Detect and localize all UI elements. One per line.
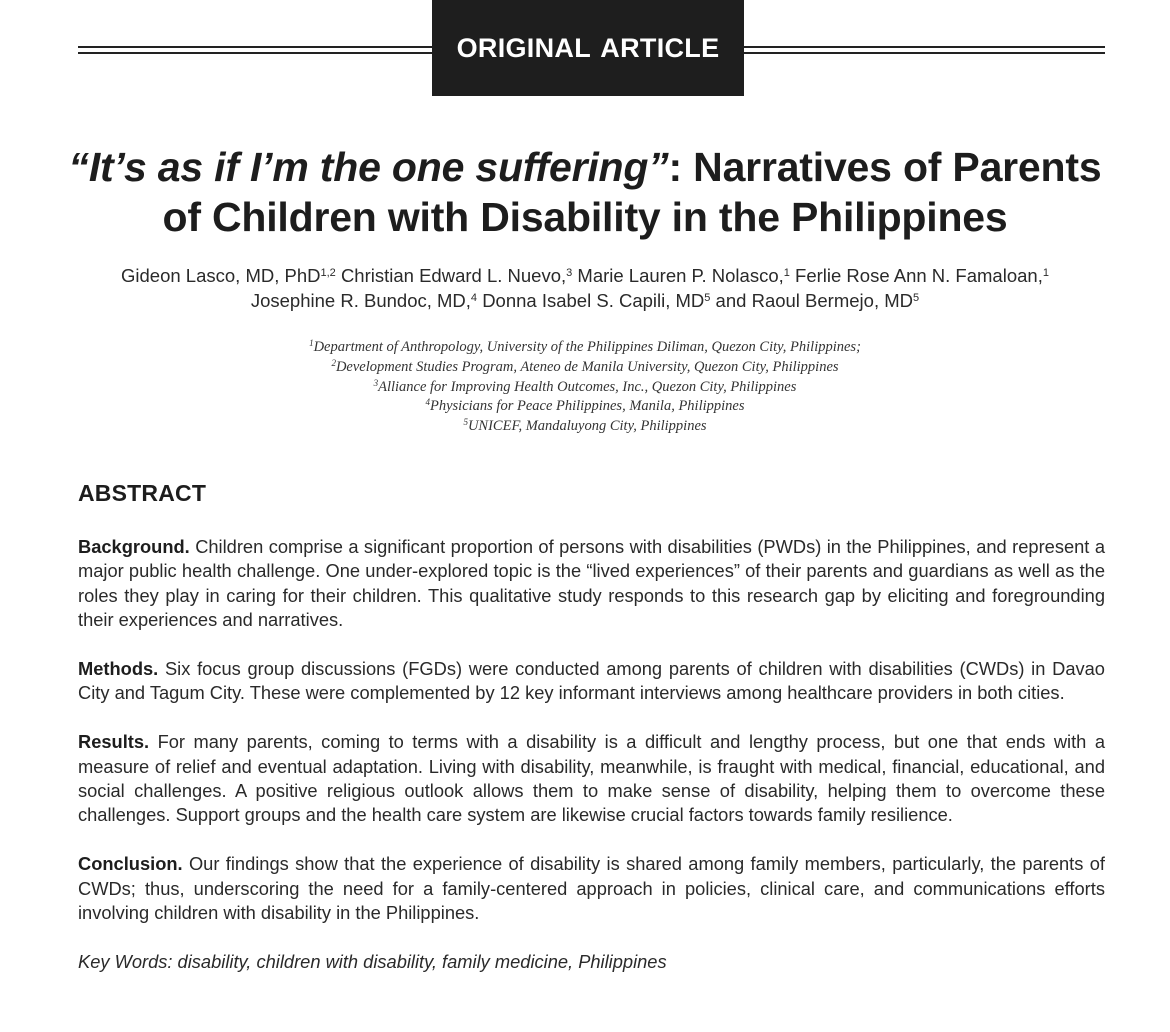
- author-name: Marie Lauren P. Nolasco,: [577, 265, 784, 286]
- author-name: Donna Isabel S. Capili, MD: [482, 290, 705, 311]
- author-name: Josephine R. Bundoc, MD,: [250, 290, 471, 311]
- section-text: For many parents, coming to terms with a disability is a difficult and lengthy process, but one that ends with a measure of relief and eventual adaptation. Living with disability, meanwhile, is fraught with medical, financial, educational, and social challenges. A positive religious outlook allows them to make sense of disability, helping them to overcome these challenges. Support groups and the health care system are likewise crucial factors towards family resilience.: [78, 731, 1105, 826]
- banner-rule-right: [744, 46, 1105, 55]
- author-name: Gideon Lasco, MD, PhD: [121, 265, 321, 286]
- author: [752, 290, 920, 311]
- keywords: Key Words: disability, children with disability, family medicine, Philippines: [78, 950, 667, 972]
- article-type-label: ORIGINAL ARTICLE: [432, 0, 744, 96]
- affiliation: [60, 358, 1110, 378]
- author: [577, 265, 789, 286]
- author-list: [60, 263, 1110, 313]
- affiliation-mark: 4: [425, 397, 430, 408]
- title-rest: : Narratives of Parents of Children with Disability in the Philippines: [162, 144, 1102, 240]
- author: [121, 265, 336, 286]
- affiliation: [60, 338, 1110, 358]
- affiliation-list: [60, 338, 1110, 437]
- affiliation-text: UNICEF, Mandaluyong City, Philippines: [467, 418, 707, 435]
- section-text: Six focus group discussions (FGDs) were conducted among parents of children with disabilities (CWDs) in Davao City and Tagum City. These were complemented by 12 key informant interviews among healthcare providers in both cities.: [78, 658, 1105, 704]
- affiliation: [60, 378, 1110, 398]
- affiliation: [60, 417, 1110, 437]
- author-affiliation-mark: 1: [783, 267, 790, 279]
- affiliation-text: Department of Anthropology, University of the Philippines Diliman, Quezon City, Philippines;: [313, 339, 861, 355]
- author-affiliation-mark: 1: [1042, 267, 1049, 279]
- affiliation-mark: 1: [309, 338, 314, 348]
- affiliation: [60, 397, 1110, 417]
- author-name: Christian Edward L. Nuevo,: [340, 265, 567, 286]
- author: [795, 265, 1049, 286]
- section-label: Background.: [78, 536, 190, 557]
- author: [482, 290, 710, 311]
- section-label: Conclusion.: [78, 853, 183, 875]
- abstract-results: [78, 730, 1105, 828]
- section-label: Methods.: [78, 658, 159, 680]
- title-quote: “It’s as if I’m the one suffering”: [68, 144, 669, 190]
- affiliation-mark: 2: [331, 357, 336, 368]
- author: [341, 265, 572, 286]
- article-title: [60, 142, 1110, 242]
- section-label: Results.: [78, 731, 150, 753]
- abstract-methods: [78, 657, 1105, 706]
- author-affiliation-mark: 1,2: [320, 267, 336, 279]
- author-separator: and: [710, 290, 752, 311]
- abstract-background: [78, 535, 1105, 633]
- author-affiliation-mark: 4: [470, 292, 478, 304]
- section-text: Children comprise a significant proportion of persons with disabilities (PWDs) in the Philippines, and represent a major public health challenge. One under-explored topic is the “lived experiences” of their parents and guardians as well as the roles they play in caring for their children. This qualitative study responds to this research gap by eliciting and foregrounding their experiences and narratives.: [78, 536, 1105, 631]
- affiliation-text: Development Studies Program, Ateneo de Manila University, Quezon City, Philippines: [335, 358, 839, 375]
- author-affiliation-mark: 5: [704, 292, 711, 304]
- article-type-banner: [0, 0, 1170, 100]
- author-affiliation-mark: 3: [566, 267, 573, 279]
- banner-rule-left: [78, 46, 432, 55]
- abstract-conclusion: [78, 852, 1105, 925]
- affiliation-mark: 3: [373, 377, 379, 388]
- section-text: Our findings show that the experience of disability is shared among family members, particularly, the parents of CWDs; thus, underscoring the need for a family-centered approach in policies, clinical care, and communications efforts involving children with disability in the Philippines.: [78, 853, 1105, 924]
- abstract-heading: ABSTRACT: [78, 480, 207, 506]
- abstract-body: [78, 535, 1105, 974]
- author-name: Raoul Bermejo, MD: [751, 290, 913, 311]
- author: [251, 290, 477, 311]
- affiliation-text: Alliance for Improving Health Outcomes, Inc., Quezon City, Philippines: [378, 378, 797, 395]
- author-name: Ferlie Rose Ann N. Famaloan,: [795, 265, 1043, 286]
- author-affiliation-mark: 5: [913, 292, 920, 304]
- affiliation-text: Physicians for Peace Philippines, Manila, Philippines: [429, 398, 745, 415]
- affiliation-mark: 5: [463, 417, 468, 428]
